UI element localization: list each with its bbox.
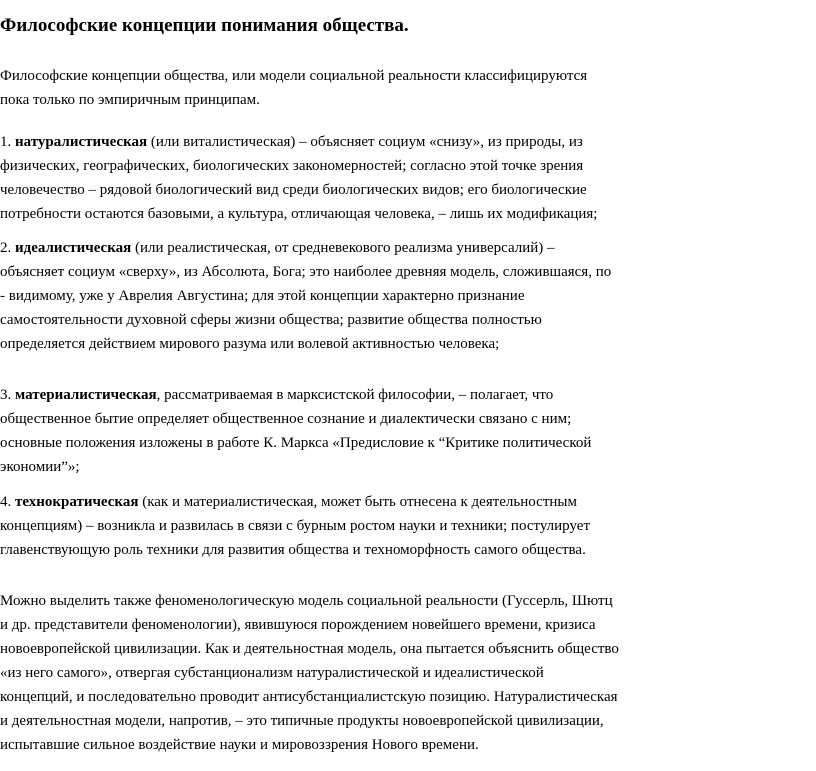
text-line: пока только по эмпиричным принципам. <box>0 92 260 108</box>
text-line: экономии”»; <box>0 459 80 475</box>
text-line: и деятельностная модели, напротив, – это типичные продукты новоевропейской цивилизации, <box>0 713 604 729</box>
item-first-line <box>0 490 816 514</box>
item-term: технократическая <box>15 494 139 510</box>
item-first-rest: (или реалистическая, от средневекового реализма универсалий) – <box>131 240 555 256</box>
text-line: концепциям) – возникла и развилась в связи с бурным ростом науки и техники; постулирует <box>0 518 591 534</box>
text-line: новоевропейской цивилизации. Как и деятельностная модель, она пытается объяснить общество <box>0 641 619 657</box>
item-term: натуралистическая <box>15 134 148 150</box>
item-first-line <box>0 383 816 407</box>
text-line: объясняет социум «сверху», из Абсолюта, Бога; это наиболее древняя модель, сложившаяся, по <box>0 264 612 280</box>
text-line: определяется действием мирового разума или волевой активностью человека; <box>0 336 500 352</box>
text-line: «из него самого», отвергая субстанционализм натуралистической и идеалистической <box>0 665 544 681</box>
item-first-line <box>0 236 816 260</box>
item-number: 2. <box>0 240 15 256</box>
text-line: концепций, и последовательно проводит антисубстанциалистскую позицию. Натуралистическая <box>0 689 618 705</box>
item-number: 1. <box>0 134 15 150</box>
text-line: - видимому, уже у Аврелия Августина; для этой концепции характерно признание <box>0 288 525 304</box>
text-line: Можно выделить также феноменологическую модель социальной реальности (Гуссерль, Шютц <box>0 593 613 609</box>
text-line: самостоятельности духовной сферы жизни общества; развитие общества полностью <box>0 312 542 328</box>
text-line: главенствующую роль техники для развития общества и техноморфность самого общества. <box>0 542 586 558</box>
item-first-rest: , рассматриваемая в марксистской философии, – полагает, что <box>156 387 554 403</box>
text-line: общественное бытие определяет общественное сознание и диалектически связано с ним; <box>0 411 572 427</box>
text-line: физических, географических, биологических закономерностей; согласно этой точке зрения <box>0 158 584 174</box>
concept-item-materialistic <box>0 383 816 479</box>
intro-paragraph <box>0 64 816 112</box>
text-line: потребности остаются базовыми, а культура, отличающая человека, – лишь их модификация; <box>0 206 598 222</box>
text-line: испытавшие сильное воздействие науки и мировоззрения Нового времени. <box>0 737 479 753</box>
text-line: Философские концепции общества, или модели социальной реальности классифицируются <box>0 68 588 84</box>
concept-item-technocratic <box>0 490 816 562</box>
text-line: и др. представители феноменологии), явившуюся порождением новейшего времени, кризиса <box>0 617 596 633</box>
item-number: 3. <box>0 387 15 403</box>
item-first-rest: (как и материалистическая, может быть отнесена к деятельностным <box>138 494 577 510</box>
concept-item-naturalistic <box>0 130 816 226</box>
closing-paragraph <box>0 589 816 757</box>
text-line: основные положения изложены в работе К. Маркса «Предисловие к “Критике политической <box>0 435 592 451</box>
item-number: 4. <box>0 494 15 510</box>
item-first-line <box>0 130 816 154</box>
item-term: идеалистическая <box>15 240 132 256</box>
concept-item-idealistic <box>0 236 816 356</box>
item-term: материалистическая <box>15 387 157 403</box>
text-line: человечество – рядовой биологический вид среди биологических видов; его биологические <box>0 182 587 198</box>
page-title: Философские концепции понимания общества. <box>0 15 409 36</box>
item-first-rest: (или виталистическая) – объясняет социум «снизу», из природы, из <box>147 134 583 150</box>
